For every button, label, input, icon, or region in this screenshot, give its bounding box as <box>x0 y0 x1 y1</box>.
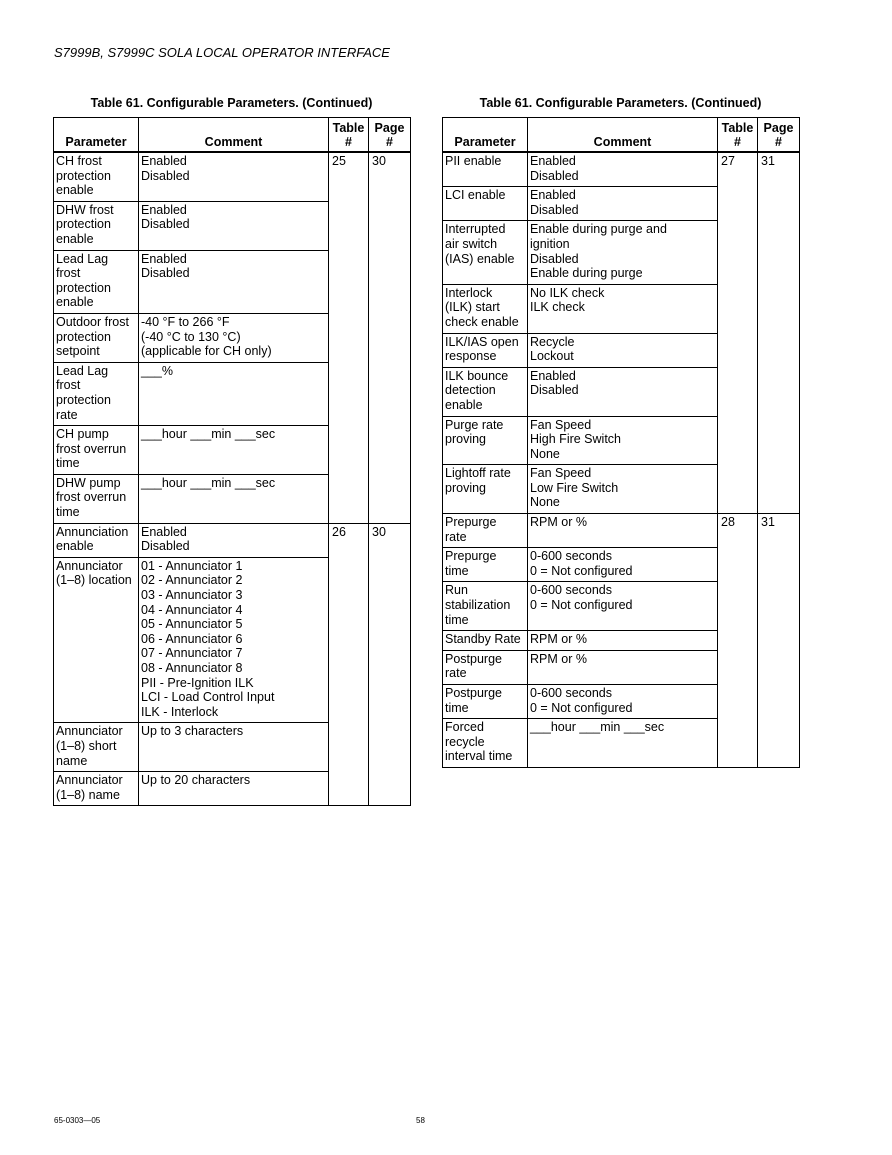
comment-cell: Enabled Disabled <box>528 187 718 221</box>
parameter-cell: Purge rate proving <box>443 416 528 465</box>
parameter-cell: LCI enable <box>443 187 528 221</box>
comment-cell: 0-600 seconds 0 = Not configured <box>528 685 718 719</box>
parameter-cell: DHW pump frost overrun time <box>54 474 139 523</box>
comment-cell: Fan Speed High Fire Switch None <box>528 416 718 465</box>
comment-cell: Enabled Disabled <box>139 152 329 201</box>
parameter-cell: Annunciator (1–8) name <box>54 772 139 806</box>
parameter-cell: ILK/IAS open response <box>443 333 528 367</box>
comment-cell: 0-600 seconds 0 = Not configured <box>528 582 718 631</box>
parameter-cell: ILK bounce detection enable <box>443 367 528 416</box>
comment-cell: ___hour ___min ___sec <box>139 474 329 523</box>
column-header-page-number: Page # <box>758 118 800 153</box>
column-header-table-number: Table # <box>718 118 758 153</box>
comment-cell: Enable during purge and ignition Disabled Enable during purge <box>528 221 718 284</box>
comment-cell: ___hour ___min ___sec <box>139 426 329 475</box>
left-table-title: Table 61. Configurable Parameters. (Continued) <box>90 96 373 110</box>
page-number-cell: 30 <box>369 523 411 806</box>
parameter-cell: CH pump frost overrun time <box>54 426 139 475</box>
page-number-cell: 30 <box>369 152 411 523</box>
comment-cell: Enabled Disabled <box>528 152 718 187</box>
parameter-cell: Annunciation enable <box>54 523 139 557</box>
parameter-cell: Outdoor frost protection setpoint <box>54 313 139 362</box>
comment-cell: 01 - Annunciator 1 02 - Annunciator 2 03 - Annunciator 3 04 - Annunciator 4 05 - Annunciator 5 06 - Annunciator 6 07 - Annunciator 7 08 - Annunciator 8 PII - Pre-Ignition ILK LCI - Load Control Input ILK - Interlock <box>139 557 329 723</box>
page-header-title: S7999B, S7999C SOLA LOCAL OPERATOR INTERFACE <box>54 45 390 60</box>
parameter-cell: Run stabilization time <box>443 582 528 631</box>
comment-cell: Recycle Lockout <box>528 333 718 367</box>
comment-cell: -40 °F to 266 °F (-40 °C to 130 °C) (applicable for CH only) <box>139 313 329 362</box>
table-row <box>443 514 800 548</box>
table-header-row <box>54 118 411 153</box>
parameter-cell: CH frost protection enable <box>54 152 139 201</box>
column-header-page-number: Page # <box>369 118 411 153</box>
column-header-parameter: Parameter <box>443 118 528 153</box>
comment-cell: Enabled Disabled <box>139 201 329 250</box>
comment-cell: Up to 20 characters <box>139 772 329 806</box>
parameter-cell: Postpurge rate <box>443 650 528 684</box>
page-number-cell: 31 <box>758 514 800 768</box>
comment-cell: RPM or % <box>528 631 718 651</box>
table-row <box>54 523 411 557</box>
parameter-cell: Lead Lag frost protection rate <box>54 362 139 425</box>
table-number-cell: 28 <box>718 514 758 768</box>
right-table-title: Table 61. Configurable Parameters. (Continued) <box>479 96 762 110</box>
column-header-comment: Comment <box>528 118 718 153</box>
parameter-cell: Lightoff rate proving <box>443 465 528 514</box>
comment-cell: RPM or % <box>528 650 718 684</box>
table-number-cell: 27 <box>718 152 758 514</box>
right-parameters-table <box>442 117 800 768</box>
left-table-block <box>53 95 410 806</box>
column-header-comment: Comment <box>139 118 329 153</box>
table-number-cell: 26 <box>329 523 369 806</box>
left-parameters-table <box>53 117 411 806</box>
comment-cell: Enabled Disabled <box>528 367 718 416</box>
parameter-cell: Annunciator (1–8) location <box>54 557 139 723</box>
parameter-cell: PII enable <box>443 152 528 187</box>
table-number-cell: 25 <box>329 152 369 523</box>
parameter-cell: Prepurge time <box>443 548 528 582</box>
column-header-table-number: Table # <box>329 118 369 153</box>
parameter-cell: Postpurge time <box>443 685 528 719</box>
comment-cell: ___% <box>139 362 329 425</box>
column-header-parameter: Parameter <box>54 118 139 153</box>
table-row <box>443 152 800 187</box>
parameter-cell: Annunciator (1–8) short name <box>54 723 139 772</box>
parameter-cell: Standby Rate <box>443 631 528 651</box>
comment-cell: RPM or % <box>528 514 718 548</box>
parameter-cell: DHW frost protection enable <box>54 201 139 250</box>
comment-cell: Enabled Disabled <box>139 523 329 557</box>
comment-cell: No ILK check ILK check <box>528 284 718 333</box>
comment-cell: 0-600 seconds 0 = Not configured <box>528 548 718 582</box>
parameter-cell: Lead Lag frost protection enable <box>54 250 139 313</box>
table-header-row <box>443 118 800 153</box>
right-table-block <box>442 95 799 768</box>
page-number: 58 <box>416 1116 425 1125</box>
parameter-cell: Interlock (ILK) start check enable <box>443 284 528 333</box>
table-row <box>54 152 411 201</box>
document-number: 65-0303—05 <box>54 1116 101 1125</box>
comment-cell: ___hour ___min ___sec <box>528 719 718 768</box>
comment-cell: Enabled Disabled <box>139 250 329 313</box>
parameter-cell: Interrupted air switch (IAS) enable <box>443 221 528 284</box>
parameter-cell: Prepurge rate <box>443 514 528 548</box>
comment-cell: Up to 3 characters <box>139 723 329 772</box>
parameter-cell: Forced recycle interval time <box>443 719 528 768</box>
comment-cell: Fan Speed Low Fire Switch None <box>528 465 718 514</box>
page-number-cell: 31 <box>758 152 800 514</box>
